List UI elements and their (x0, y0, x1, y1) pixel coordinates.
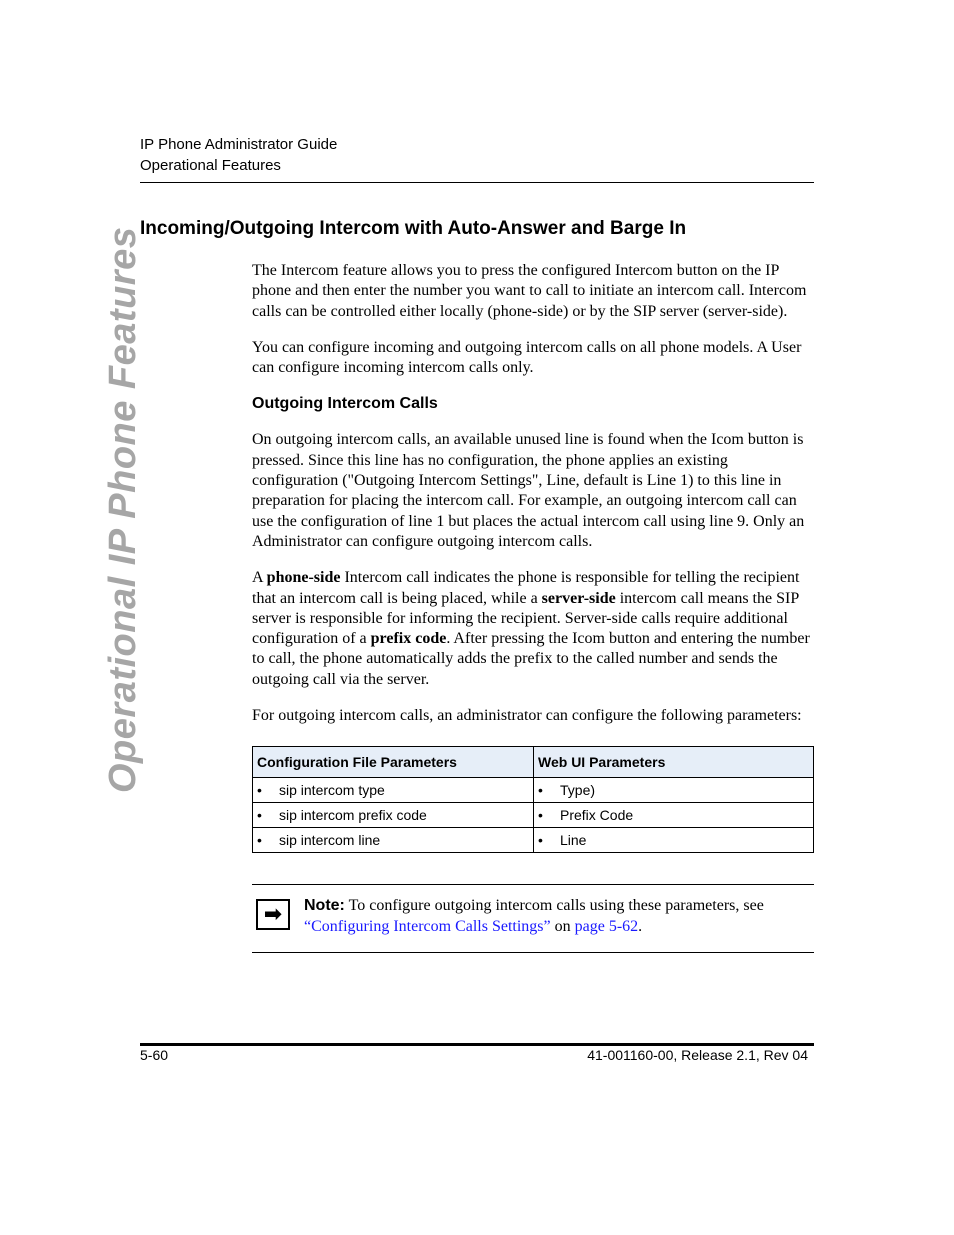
document-id: 41-001160-00, Release 2.1, Rev 04 (587, 1047, 808, 1063)
table-cell (534, 828, 814, 853)
cell-text: Prefix Code (560, 807, 634, 824)
bold-term: server-side (541, 589, 616, 607)
table-row (253, 828, 814, 853)
header-chapter: Operational Features (140, 157, 281, 174)
cell-text: Type) (560, 782, 596, 799)
note-label: Note: (304, 897, 345, 915)
table-row (253, 803, 814, 828)
column-header: Configuration File Parameters (253, 747, 534, 778)
text: intercom call means the SIP server is responsible for informing the recipient. Server-side calls require additional configuration of a (252, 589, 799, 648)
text: . After pressing the Icom button and entering the number to call, the phone automatically adds the prefix to the called number and sends the outgoing call via the server. (252, 630, 810, 688)
parameters-table (252, 746, 814, 853)
text: To configure outgoing intercom calls using these parameters, see (344, 897, 764, 915)
table-cell (253, 803, 534, 828)
bullet: • (538, 832, 543, 849)
section-link[interactable]: “Configuring Intercom Calls Settings” (304, 917, 551, 935)
table-cell (253, 828, 534, 853)
cell-text: sip intercom type (279, 782, 385, 799)
bullet: • (538, 807, 543, 824)
bullet: • (257, 807, 262, 824)
bullet: • (538, 782, 543, 799)
header-guide-title: IP Phone Administrator Guide (140, 136, 338, 153)
text: A (252, 569, 267, 587)
table-cell (534, 778, 814, 803)
table-row (253, 778, 814, 803)
arrow-right-icon: ➡ (256, 899, 290, 930)
side-chapter-title: Operational IP Phone Features (102, 226, 144, 793)
paragraph: For outgoing intercom calls, an administrator can configure the following parameters: (252, 707, 802, 725)
page-number: 5-60 (140, 1047, 169, 1063)
page-link[interactable]: page 5-62 (574, 917, 639, 935)
bold-term: prefix code (370, 630, 447, 648)
cell-text: Line (560, 832, 587, 849)
subheading: Outgoing Intercom Calls (252, 395, 438, 413)
text: on (550, 917, 575, 935)
note-box (252, 884, 814, 953)
paragraph: On outgoing intercom calls, an available unused line is found when the Icom button is pressed. Since this line has no configuration, the phone applies an existing configuration ("Outgoing Intercom Settings", Line, default is Line 1) to this line in preparation for placing the intercom call. For example, an outgoing intercom call can use the configuration of line 1 but places the actual intercom call using line 9. Only an Administrator can configure outgoing intercom calls. (252, 431, 805, 550)
column-header: Web UI Parameters (534, 747, 814, 778)
paragraph (252, 568, 814, 690)
bullet: • (257, 832, 262, 849)
section-title: Incoming/Outgoing Intercom with Auto-Answer and Barge In (140, 218, 687, 239)
footer-rule (140, 1043, 814, 1046)
bullet: • (257, 782, 262, 799)
table-cell (253, 778, 534, 803)
text: Intercom call indicates the phone is responsible for telling the recipient that an intercom call is being placed, while a (252, 569, 800, 607)
header-rule (140, 182, 814, 183)
bold-term: phone-side (266, 569, 341, 587)
table-cell (534, 803, 814, 828)
text: . (638, 917, 643, 935)
cell-text: sip intercom prefix code (279, 807, 427, 824)
paragraph: The Intercom feature allows you to press the configured Intercom button on the IP phone and then enter the number you want to call to initiate an intercom call. Intercom calls can be controlled either locally (phone-side) or by the SIP server (server-side). (252, 262, 807, 320)
cell-text: sip intercom line (279, 832, 381, 849)
paragraph: You can configure incoming and outgoing intercom calls on all phone models. A User can configure incoming intercom calls only. (252, 338, 802, 377)
note-text (304, 896, 814, 937)
body-content (252, 261, 814, 953)
